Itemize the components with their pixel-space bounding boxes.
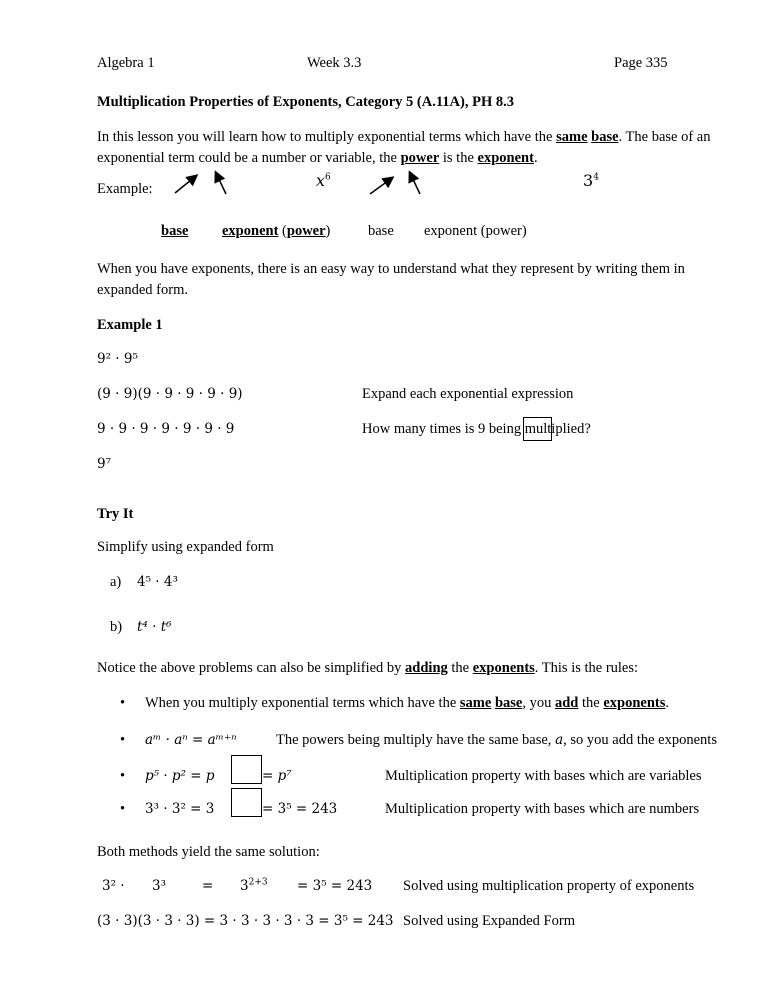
exponent-box[interactable] bbox=[231, 788, 262, 817]
bullet-icon: • bbox=[120, 801, 126, 817]
rule-bullet-1: When you multiply exponential terms which have the same base, you add the exponents. bbox=[145, 695, 670, 711]
example1-result: 9⁷ bbox=[97, 456, 112, 472]
rule-bullet-4-right: = 3⁵ = 243 bbox=[262, 801, 338, 817]
base-label-bold: base bbox=[161, 223, 189, 239]
example-label: Example: bbox=[97, 181, 153, 197]
expanded-intro-2: expanded form. bbox=[97, 282, 188, 298]
answer-box[interactable] bbox=[523, 417, 552, 441]
rule-bullet-4-left: 3³ · 3² = 3 bbox=[145, 801, 215, 817]
both-heading: Both methods yield the same solution: bbox=[97, 844, 320, 860]
both-r1-d: $3^{2+3}$ bbox=[240, 877, 268, 894]
base-label: base bbox=[368, 223, 394, 239]
header-right: Page 335 bbox=[614, 55, 668, 71]
page-title: Multiplication Properties of Exponents, Category 5 (A.11A), PH 8.3 bbox=[97, 94, 514, 110]
try-it-b-expr: t⁴ · t⁶ bbox=[137, 619, 172, 635]
intro-line-2: exponential term could be a number or variable, the power is the exponent. bbox=[97, 150, 538, 166]
both-r1-e: = 3⁵ = 243 bbox=[297, 878, 373, 894]
try-it-a-label: a) bbox=[110, 574, 122, 590]
example1-step1: (9 · 9)(9 · 9 · 9 · 9 · 9) bbox=[97, 386, 243, 402]
both-r1-b: 3³ bbox=[152, 878, 167, 894]
rule-bullet-3-right: = p⁷ bbox=[262, 768, 292, 784]
both-r2: (3 · 3)(3 · 3 · 3) = 3 · 3 · 3 · 3 · 3 = 3⁵ = 243 bbox=[97, 913, 394, 929]
exponent-box[interactable] bbox=[231, 755, 262, 784]
exponent-label: exponent (power) bbox=[424, 223, 527, 239]
bullet-icon: • bbox=[120, 732, 126, 748]
example1-step1-note: Expand each exponential expression bbox=[362, 386, 574, 402]
rule-bullet-2-expr: aᵐ · aⁿ = aᵐ⁺ⁿ bbox=[145, 732, 237, 748]
both-r1-c: = bbox=[202, 878, 214, 894]
intro-line-1: In this lesson you will learn how to multiply exponential terms which have the same base. The base of an bbox=[97, 129, 711, 145]
rule-bullet-3-left: p⁵ · p² = p bbox=[145, 768, 215, 784]
bullet-icon: • bbox=[120, 768, 126, 784]
rule-bullet-4-note: Multiplication property with bases which are numbers bbox=[385, 801, 700, 817]
try-it-instruction: Simplify using expanded form bbox=[97, 539, 274, 555]
rule-bullet-2-note: The powers being multiply have the same base, a, so you add the exponents bbox=[276, 732, 717, 748]
try-it-heading: Try It bbox=[97, 506, 134, 522]
example1-expr: 9² · 9⁵ bbox=[97, 351, 138, 367]
both-r2-note: Solved using Expanded Form bbox=[403, 913, 575, 929]
header-left: Algebra 1 bbox=[97, 55, 155, 71]
try-it-a-expr: 4⁵ · 4³ bbox=[137, 574, 178, 590]
expanded-intro-1: When you have exponents, there is an easy way to understand what they represent by writing them in bbox=[97, 261, 685, 277]
example1-step2-note: How many times is 9 being multiplied? bbox=[362, 421, 591, 437]
try-it-b-label: b) bbox=[110, 619, 123, 635]
example-3-4: $3^4$ bbox=[583, 171, 599, 190]
example1-heading: Example 1 bbox=[97, 317, 163, 333]
header-center: Week 3.3 bbox=[307, 55, 362, 71]
example-x6: $x^6$ bbox=[316, 171, 331, 190]
both-r1-a: 3² · bbox=[102, 878, 125, 894]
example1-step2: 9 · 9 · 9 · 9 · 9 · 9 · 9 bbox=[97, 421, 235, 437]
rules-intro: Notice the above problems can also be simplified by adding the exponents. This is the rules: bbox=[97, 660, 639, 676]
bullet-icon: • bbox=[120, 695, 126, 711]
exponent-label-bold: exponent (power) bbox=[222, 223, 331, 239]
both-r1-note: Solved using multiplication property of exponents bbox=[403, 878, 695, 894]
rule-bullet-3-note: Multiplication property with bases which are variables bbox=[385, 768, 702, 784]
